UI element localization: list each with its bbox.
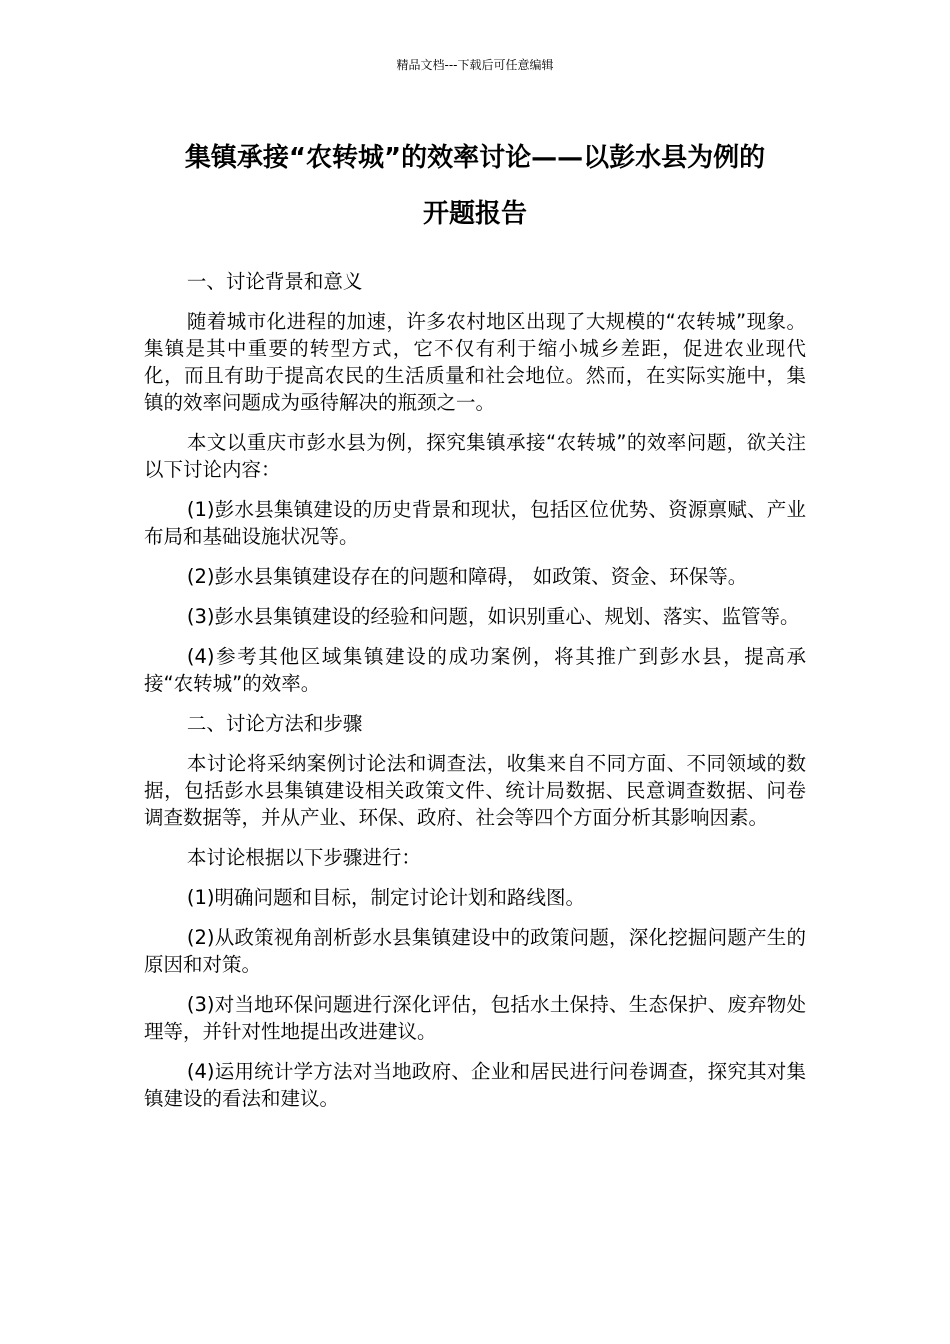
paragraph: 本讨论将采纳案例讨论法和调查法，收集来自不同方面、不同领域的数据，包括彭水县集镇建设相关政策文件、统计局数据、民意调查数据、问卷调查数据等，并从产业、环保、政府、社会等四个方面分析其影响因素。 — [144, 752, 806, 829]
paragraph: 随着城市化进程的加速，许多农村地区出现了大规模的“农转城”现象。集镇是其中重要的转型方式，它不仅有利于缩小城乡差距，促进农业现代化，而且有助于提高农民的生活质量和社会地位。然而，在实际实施中，集镇的效率问题成为亟待解决的瓶颈之一。 — [144, 310, 806, 414]
list-item: (2)从政策视角剖析彭水县集镇建设中的政策问题，深化挖掘问题产生的原因和对策。 — [144, 926, 806, 976]
list-item: (1)明确问题和目标，制定讨论计划和路线图。 — [186, 886, 586, 909]
header-note: 精品文档---下载后可任意编辑 — [396, 58, 554, 72]
paragraph: 本讨论根据以下步骤进行： — [186, 846, 421, 869]
list-item: (2)彭水县集镇建设存在的问题和障碍， 如政策、资金、环保等。 — [186, 565, 748, 588]
section-heading-methods: 二、讨论方法和步骤 — [186, 712, 363, 735]
document-body — [144, 268, 806, 1125]
title-line-1: 集镇承接“农转城”的效率讨论——以彭水县为例的 — [184, 143, 766, 173]
section-heading-background: 一、讨论背景和意义 — [186, 270, 363, 293]
list-item: (3)对当地环保问题进行深化评估，包括水土保持、生态保护、废弃物处理等，并针对性地提出改进建议。 — [144, 993, 806, 1043]
list-item: (1)彭水县集镇建设的历史背景和现状，包括区位优势、资源禀赋、产业布局和基础设施状况等。 — [144, 498, 806, 548]
list-item: (3)彭水县集镇建设的经验和问题，如识别重心、规划、落实、监管等。 — [186, 605, 800, 628]
document-title — [130, 130, 820, 242]
list-item: (4)运用统计学方法对当地政府、企业和居民进行问卷调查，探究其对集镇建设的看法和建议。 — [144, 1060, 806, 1110]
list-item: (4)参考其他区域集镇建设的成功案例，将其推广到彭水县，提高承接“农转城”的效率。 — [144, 645, 806, 695]
title-line-2: 开题报告 — [422, 199, 527, 229]
paragraph: 本文以重庆市彭水县为例，探究集镇承接“农转城”的效率问题，欲关注以下讨论内容： — [144, 431, 806, 481]
